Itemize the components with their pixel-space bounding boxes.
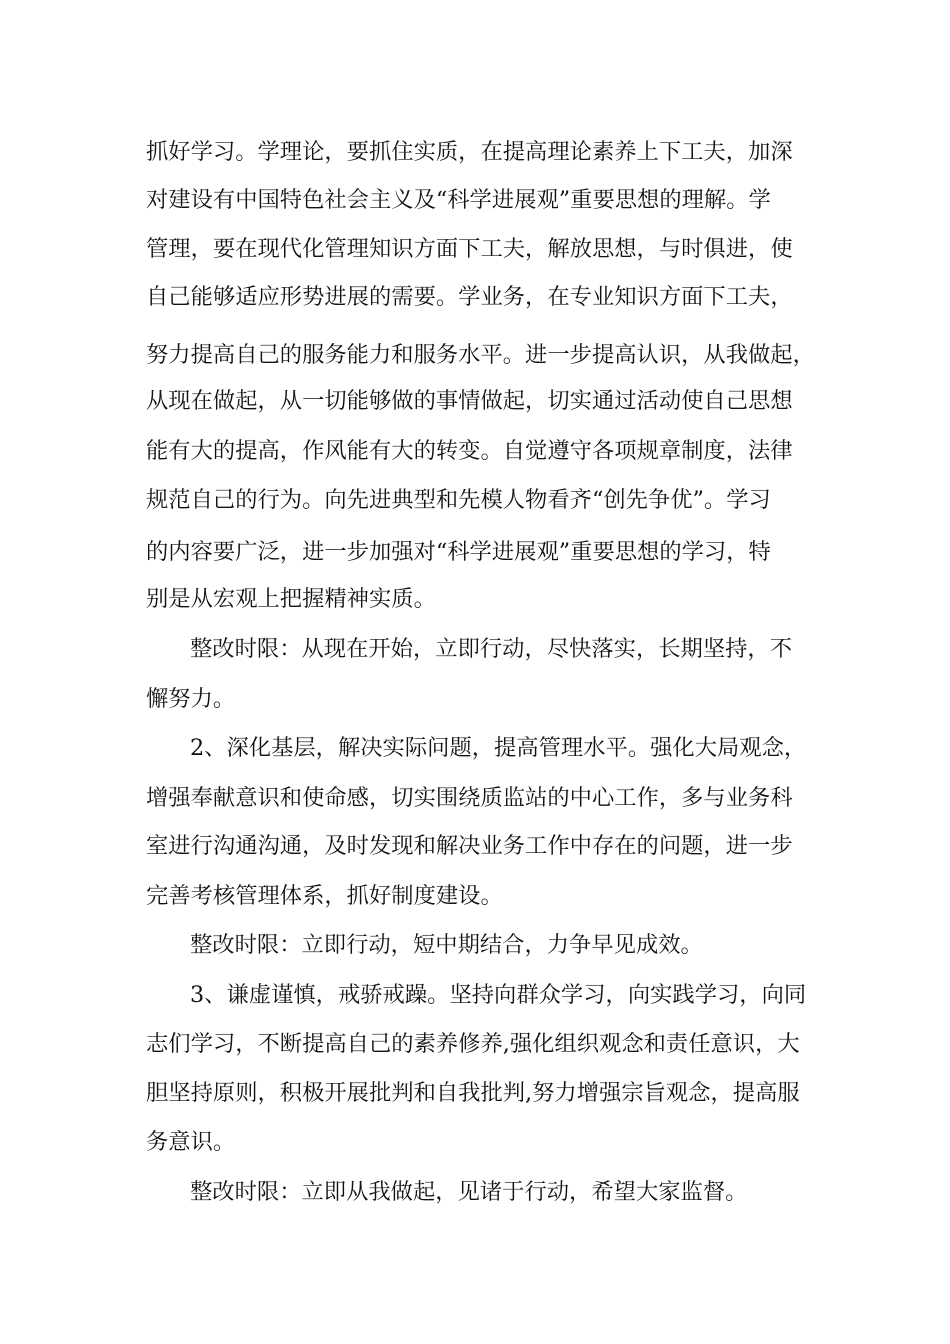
text-line: 室进行沟通沟通，及时发现和解决业务工作中存在的问题，进一步 xyxy=(146,833,793,859)
deadline-line: 整改时限：立即从我做起，见诸于行动，希望大家监督。 xyxy=(190,1179,748,1205)
deadline-line: 整改时限：从现在开始，立即行动，尽快落实，长期坚持，不 xyxy=(190,636,793,662)
text-line: 对建设有中国特色社会主义及“科学进展观”重要思想的理解。学 xyxy=(146,187,771,213)
item-2-heading: 2、深化基层，解决实际问题，提高管理水平。强化大局观念， xyxy=(190,735,807,761)
text-line: 抓好学习。学理论，要抓住实质，在提高理论素养上下工夫，加深 xyxy=(146,139,793,165)
text-line: 自己能够适应形势进展的需要。学业务，在专业知识方面下工夫， xyxy=(146,284,793,310)
text-line: 规范自己的行为。向先进典型和先模人物看齐“创先争优”。学习 xyxy=(146,487,771,513)
deadline-line: 整改时限：立即行动，短中期结合，力争早见成效。 xyxy=(190,932,703,958)
text-line: 懈努力。 xyxy=(146,686,236,712)
text-line: 增强奉献意识和使命感，切实围绕质监站的中心工作，多与业务科 xyxy=(146,785,793,811)
text-line: 胆坚持原则，积极开展批判和自我批判,努力增强宗旨观念，提高服 xyxy=(146,1080,800,1106)
text-line: 努力提高自己的服务能力和服务水平。进一步提高认识，从我做起， xyxy=(146,342,815,368)
text-line: 志们学习，不断提高自己的素养修养,强化组织观念和责任意识，大 xyxy=(146,1031,800,1057)
text-line: 务意识。 xyxy=(146,1129,236,1155)
item-3-heading: 3、谦虚谨慎，戒骄戒躁。坚持向群众学习，向实践学习，向同 xyxy=(190,982,807,1008)
text-line: 的内容要广泛，进一步加强对“科学进展观”重要思想的学习，特 xyxy=(146,539,771,565)
text-line: 管理，要在现代化管理知识方面下工夫，解放思想，与时俱进，使 xyxy=(146,236,793,262)
text-line: 能有大的提高，作风能有大的转变。自觉遵守各项规章制度，法律 xyxy=(146,438,793,464)
text-line: 别是从宏观上把握精神实质。 xyxy=(146,586,436,612)
text-line: 从现在做起，从一切能够做的事情做起，切实通过活动使自己思想 xyxy=(146,388,793,414)
text-line: 完善考核管理体系，抓好制度建设。 xyxy=(146,883,503,909)
